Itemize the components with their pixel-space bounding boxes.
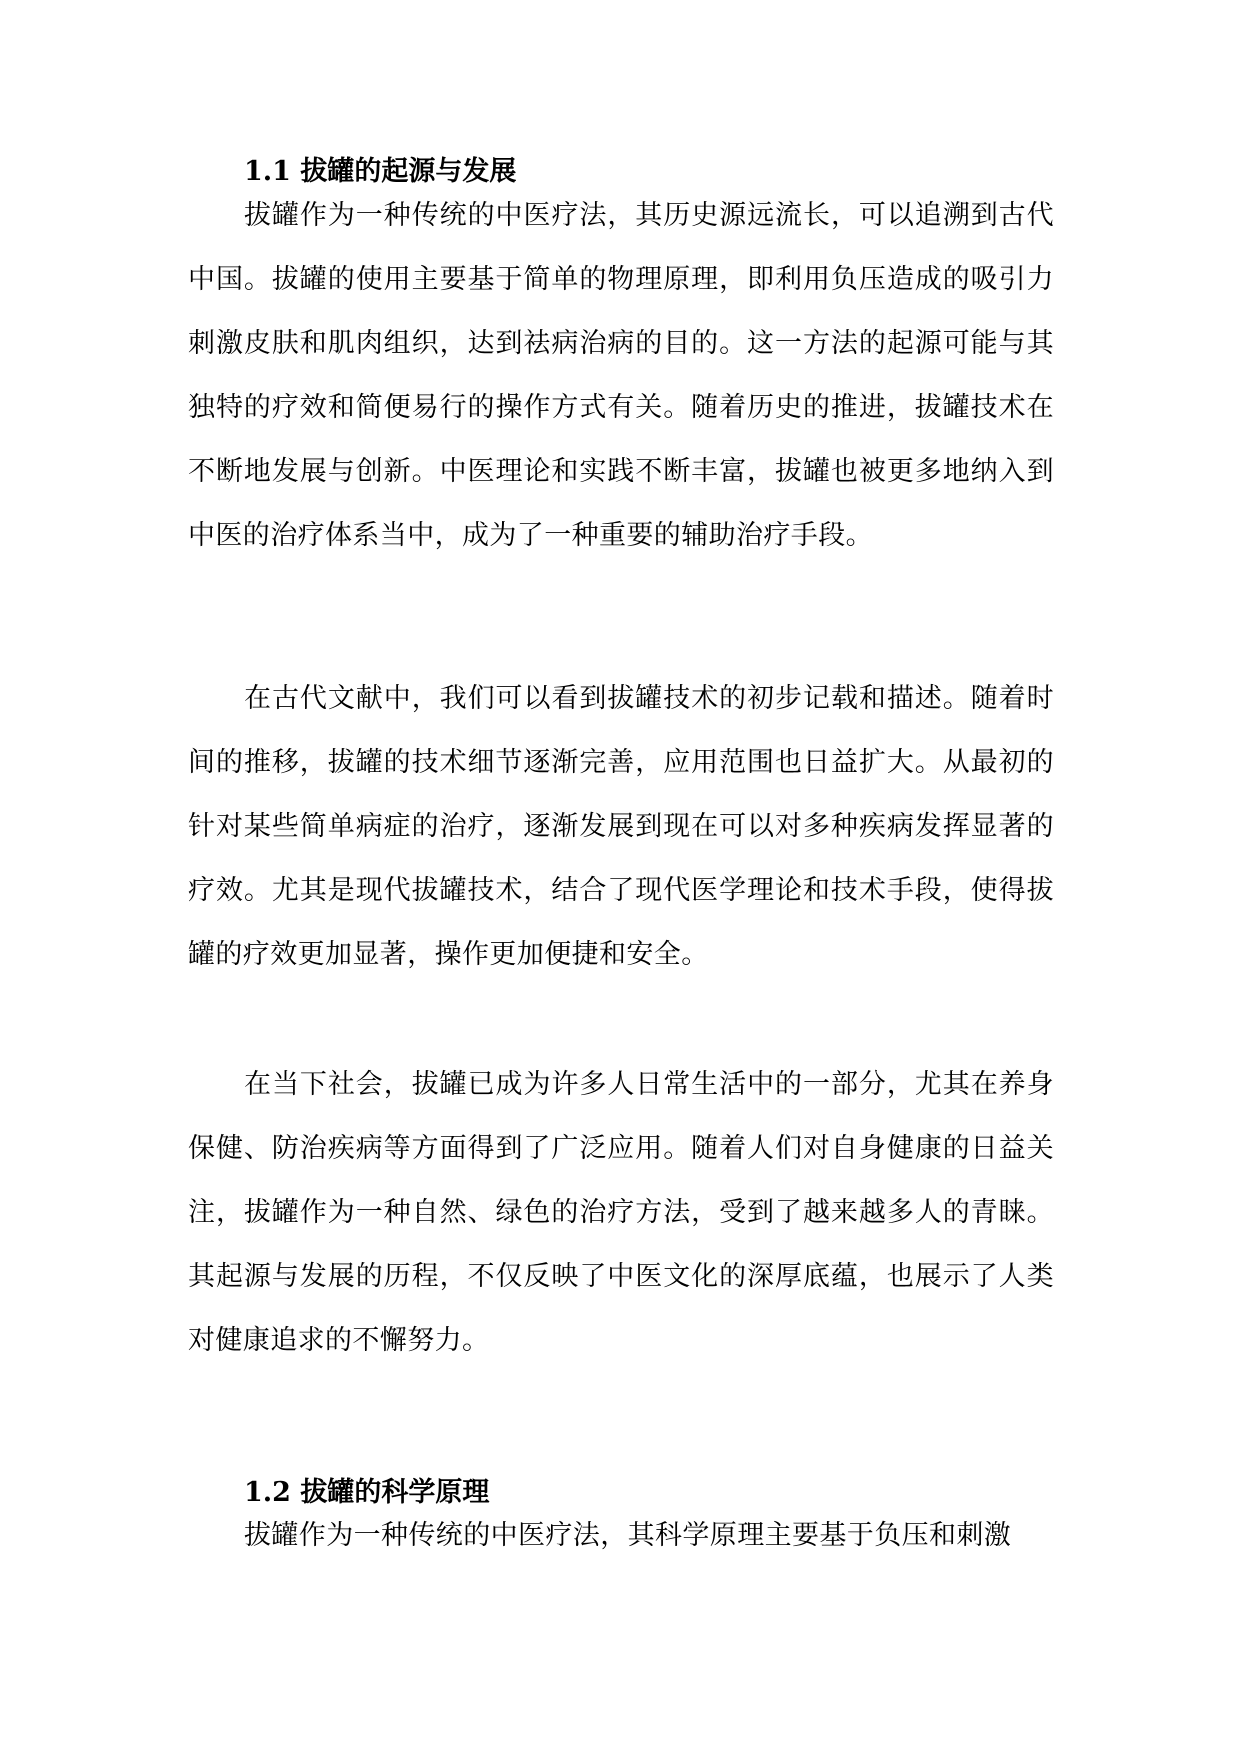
section-heading-scientific-principle: 1.2 拔罐的科学原理 — [244, 1477, 490, 1508]
section-heading-origin-development: 1.1 拔罐的起源与发展 — [244, 156, 517, 187]
paragraph-ancient-records: 在古代文献中，我们可以看到拔罐技术的初步记载和描述。随着时间的推移，拔罐的技术细节逐渐完善，应用范围也日益扩大。从最初的针对某些简单病症的治疗，逐渐发展到现在可以对多种疾病发挥显著的疗效。尤其是现代拔罐技术，结合了现代医学理论和技术手段，使得拔罐的疗效更加显著，操作更加便捷和安全。 — [188, 683, 1054, 970]
paragraph-scientific-principle: 拔罐作为一种传统的中医疗法，其科学原理主要基于负压和刺激 — [244, 1520, 1012, 1551]
paragraph-history: 拔罐作为一种传统的中医疗法，其历史源远流长，可以追溯到古代中国。拔罐的使用主要基于简单的物理原理，即利用负压造成的吸引力刺激皮肤和肌肉组织，达到祛病治病的目的。这一方法的起源可能与其独特的疗效和简便易行的操作方式有关。随着历史的推进，拔罐技术在不断地发展与创新。中医理论和实践不断丰富，拔罐也被更多地纳入到中医的治疗体系当中，成为了一种重要的辅助治疗手段。 — [188, 200, 1054, 551]
paragraph-modern-society: 在当下社会，拔罐已成为许多人日常生活中的一部分，尤其在养身保健、防治疾病等方面得到了广泛应用。随着人们对自身健康的日益关注，拔罐作为一种自然、绿色的治疗方法，受到了越来越多人的青睐。其起源与发展的历程，不仅反映了中医文化的深厚底蕴，也展示了人类对健康追求的不懈努力。 — [188, 1069, 1054, 1356]
